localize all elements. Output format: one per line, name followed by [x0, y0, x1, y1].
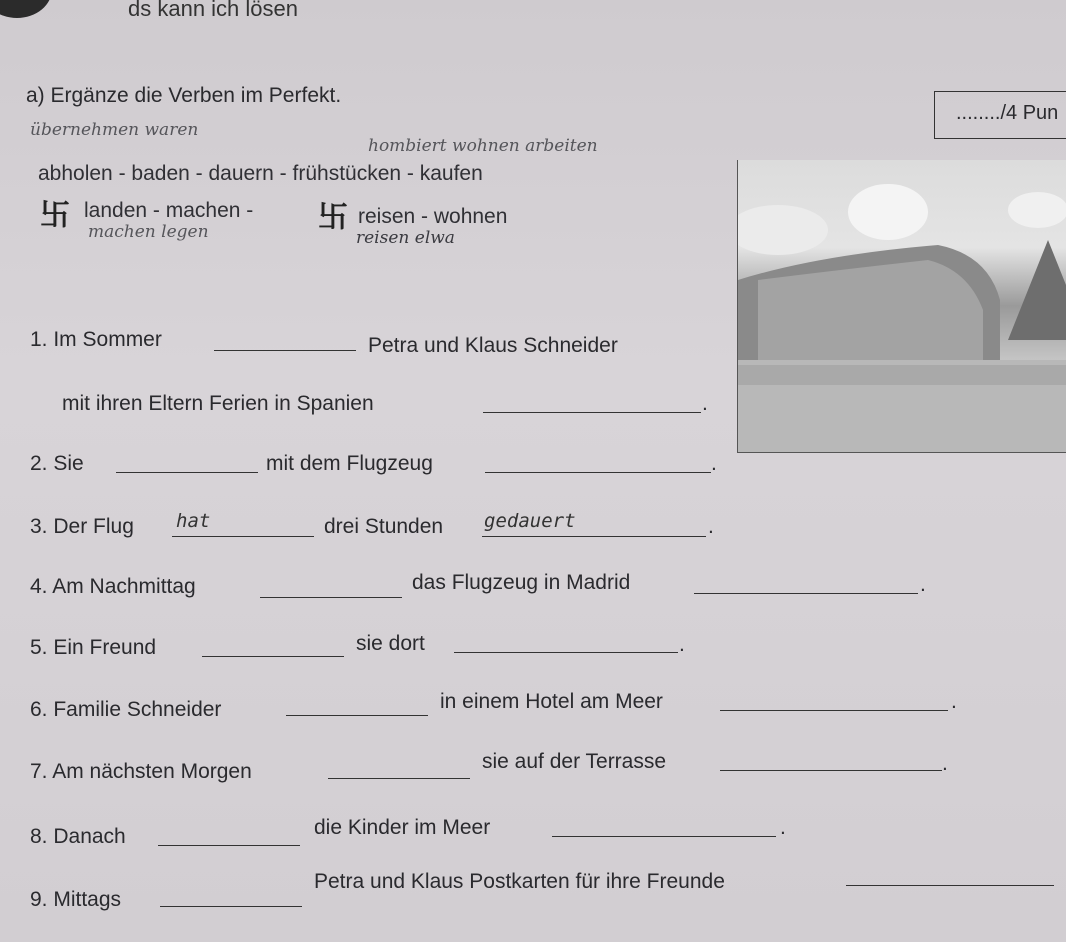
sentence-6-start: 6. Familie Schneider	[30, 698, 222, 721]
sentence-7-end: .	[942, 752, 948, 775]
sentence-8-mid: die Kinder im Meer	[314, 816, 491, 839]
verb-row-1: abholen - baden - dauern - frühstücken - kaufen	[38, 162, 483, 185]
sentence-3-start: 3. Der Flug	[30, 515, 134, 538]
sentence-7-mid: sie auf der Terrasse	[482, 750, 667, 773]
sentence-5-end: .	[679, 633, 685, 656]
sentence-7-start: 7. Am nächsten Morgen	[30, 760, 252, 783]
cross-mark-icon: 卐	[318, 200, 348, 235]
blank-9a[interactable]	[160, 906, 302, 907]
blank-5b[interactable]	[454, 652, 678, 653]
sentence-2-start: 2. Sie	[30, 452, 84, 475]
sentence-1-start: 1. Im Sommer	[30, 328, 162, 351]
sentence-4-end: .	[920, 573, 926, 596]
photo-graphic	[738, 160, 1066, 452]
blank-8b[interactable]	[552, 836, 776, 837]
handwriting-bottom-right: reisen elwa	[356, 228, 455, 248]
blank-6a[interactable]	[286, 715, 428, 716]
cross-mark-icon: 卐	[40, 198, 70, 233]
sentence-5-mid: sie dort	[356, 632, 425, 655]
blank-7a[interactable]	[328, 778, 470, 779]
blank-2a[interactable]	[116, 472, 258, 473]
blank-1b[interactable]	[483, 412, 701, 413]
blank-3b[interactable]	[482, 536, 706, 537]
corner-circle-icon	[0, 0, 52, 18]
section-header: ds kann ich lösen	[128, 0, 298, 21]
blank-5a[interactable]	[202, 656, 344, 657]
blank-1a[interactable]	[214, 350, 356, 351]
handwriting-bottom-left: machen legen	[88, 222, 209, 242]
verb-row-2a: landen - machen -	[84, 199, 254, 222]
sentence-9-mid: Petra und Klaus Postkarten für ihre Freunde	[314, 870, 725, 893]
blank-3a[interactable]	[172, 536, 314, 537]
sentence-4-mid: das Flugzeug in Madrid	[412, 571, 631, 594]
beach-cliff-photo	[737, 160, 1066, 453]
sentence-1-mid: Petra und Klaus Schneider	[368, 334, 618, 357]
blank-4a[interactable]	[260, 597, 402, 598]
sentence-4-start: 4. Am Nachmittag	[30, 575, 196, 598]
sentence-2-end: .	[711, 452, 717, 475]
handwriting-top-right: hombiert wohnen arbeiten	[368, 136, 598, 156]
blank-6b[interactable]	[720, 710, 948, 711]
blank-8a[interactable]	[158, 845, 300, 846]
verb-row-2b: reisen - wohnen	[358, 205, 508, 228]
handwriting-top-left: übernehmen waren	[30, 120, 199, 140]
answer-3a: hat	[176, 510, 211, 532]
sentence-5-start: 5. Ein Freund	[30, 636, 157, 659]
blank-7b[interactable]	[720, 770, 942, 771]
answer-3b: gedauert	[484, 510, 576, 532]
blank-4b[interactable]	[694, 593, 918, 594]
sentence-1-cont: mit ihren Eltern Ferien in Spanien	[62, 392, 374, 415]
sentence-3-end: .	[708, 515, 714, 538]
sentence-8-start: 8. Danach	[30, 825, 126, 848]
sentence-2-mid: mit dem Flugzeug	[266, 452, 433, 475]
points-text: ......../4 Pun	[956, 102, 1059, 124]
sentence-3-mid: drei Stunden	[324, 515, 444, 538]
sentence-6-mid: in einem Hotel am Meer	[440, 690, 663, 713]
task-title: a) Ergänze die Verben im Perfekt.	[26, 84, 342, 107]
sentence-6-end: .	[951, 690, 957, 713]
sentence-8-end: .	[780, 816, 786, 839]
blank-2b[interactable]	[485, 472, 711, 473]
sentence-1-end: .	[702, 392, 708, 415]
sentence-9-start: 9. Mittags	[30, 888, 122, 911]
blank-9b[interactable]	[846, 885, 1054, 886]
